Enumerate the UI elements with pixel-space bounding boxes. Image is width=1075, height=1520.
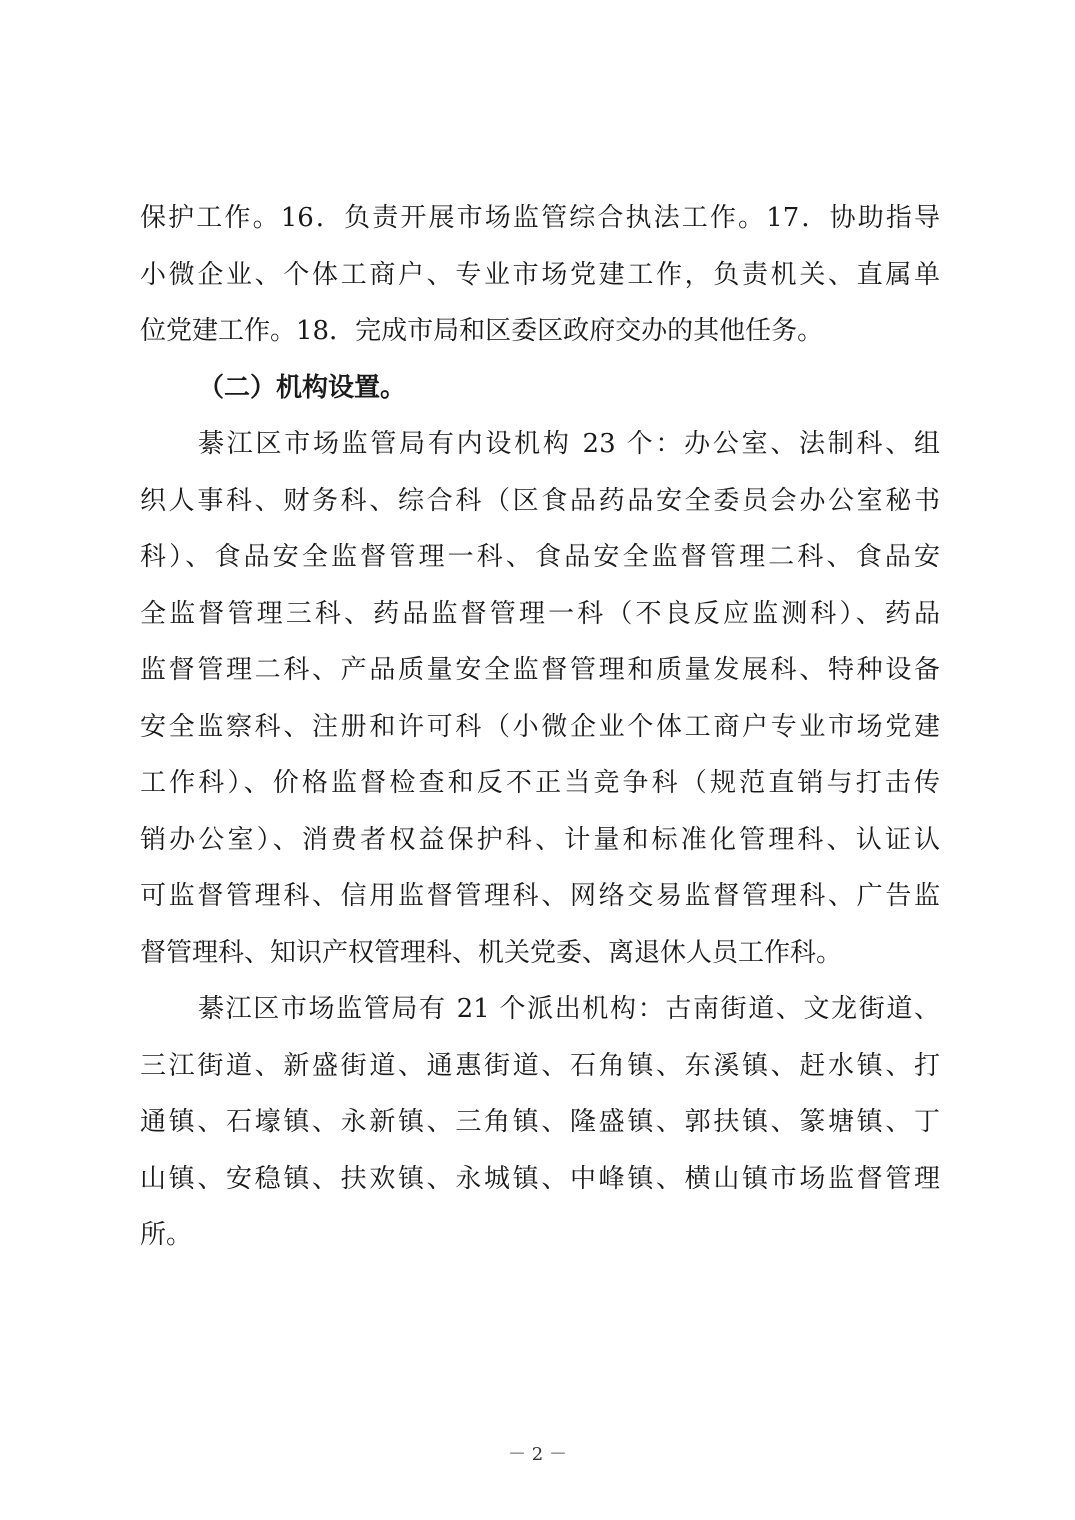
text-line: 销办公室）、消费者权益保护科、计量和标准化管理科、认证认: [140, 824, 940, 855]
section-heading: [140, 360, 940, 417]
text-line: 通镇、石壕镇、永新镇、三角镇、隆盛镇、郭扶镇、篆塘镇、丁: [140, 1107, 940, 1137]
document-body: [140, 190, 940, 1264]
text-line: 保护工作。16．负责开展市场监管综合执法工作。17．协助指导: [140, 203, 940, 233]
text-line: 三江街道、新盛街道、通惠街道、石角镇、东溪镇、赶水镇、打: [140, 1050, 940, 1081]
paragraph-dispatched-offices: [140, 981, 940, 1264]
text-line: 小微企业、个体工商户、专业市场党建工作，负责机关、直属单: [140, 259, 940, 290]
text-line: 安全监察科、注册和许可科（小微企业个体工商户专业市场党建: [140, 711, 940, 742]
text-line: 织人事科、财务科、综合科（区食品药品安全委员会办公室秘书: [140, 485, 940, 516]
text-line: 工作科）、价格监督检查和反不正当竞争科（规范直销与打击传: [140, 768, 940, 798]
paragraph-duties-continued: [140, 190, 940, 360]
text-line: 所。: [140, 1220, 193, 1250]
page-number: － 2 －: [508, 1444, 567, 1465]
text-line: 督管理科、知识产权管理科、机关党委、离退休人员工作科。: [140, 937, 843, 968]
text-line: 山镇、安稳镇、扶欢镇、永城镇、中峰镇、横山镇市场监督管理: [140, 1163, 940, 1194]
text-line: 位党建工作。18．完成市局和区委区政府交办的其他任务。: [140, 316, 824, 346]
paragraph-internal-departments: [140, 416, 940, 981]
section-heading-text: （二）机构设置。: [198, 372, 407, 403]
text-line: 全监督管理三科、药品监督管理一科（不良反应监测科）、药品: [140, 598, 940, 629]
text-line: 科）、食品安全监督管理一科、食品安全监督管理二科、食品安: [140, 542, 940, 572]
text-line: 綦江区市场监管局有 21 个派出机构：古南街道、文龙街道、: [198, 994, 940, 1024]
text-line: 可监督管理科、信用监督管理科、网络交易监督管理科、广告监: [140, 881, 940, 911]
text-line: 綦江区市场监管局有内设机构 23 个：办公室、法制科、组: [198, 429, 940, 459]
text-line: 监督管理二科、产品质量安全监督管理和质量发展科、特种设备: [140, 655, 940, 685]
